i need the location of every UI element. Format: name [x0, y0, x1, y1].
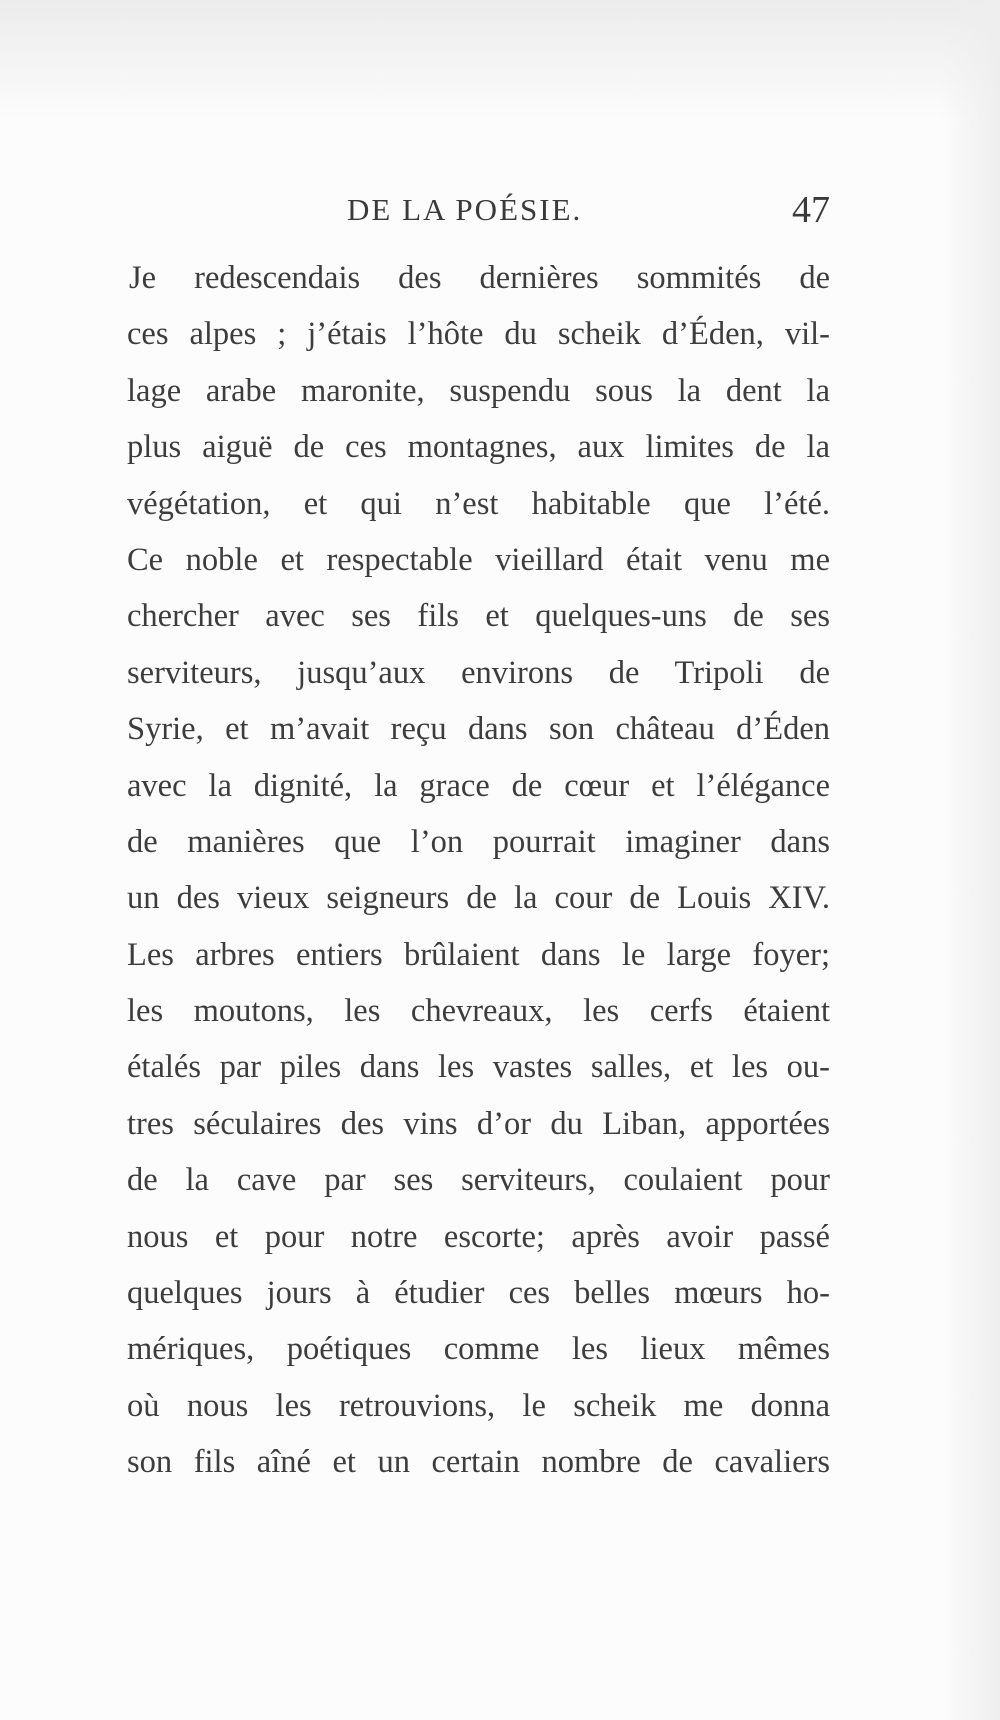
running-title: DE LA POÉSIE. — [347, 192, 583, 227]
text-line: végétation, et qui n’est habitable que l’été. — [127, 485, 830, 522]
text-line: tres séculaires des vins d’or du Liban, apportées — [127, 1105, 830, 1142]
text-line: ces alpes ; j’étais l’hôte du scheik d’Éden, vil- — [127, 316, 830, 353]
text-line: Ce noble et respectable vieillard était venu me — [127, 541, 830, 578]
body-text — [127, 250, 830, 1491]
page-edge-shading-top — [0, 0, 1000, 120]
text-line: de la cave par ses serviteurs, coulaient pour — [127, 1162, 830, 1199]
text-line: quelques jours à étudier ces belles mœurs ho- — [127, 1275, 830, 1312]
text-line: plus aiguë de ces montagnes, aux limites de la — [127, 429, 830, 466]
text-line: son fils aîné et un certain nombre de cavaliers — [127, 1444, 830, 1481]
page-edge-shading-right — [940, 0, 1000, 1720]
text-line: serviteurs, jusqu’aux environs de Tripoli de — [127, 654, 830, 691]
text-line: les moutons, les chevreaux, les cerfs étaient — [127, 993, 830, 1030]
text-line: avec la dignité, la grace de cœur et l’élégance — [127, 767, 830, 804]
text-line: Syrie, et m’avait reçu dans son château d’Éden — [127, 711, 830, 748]
text-line: nous et pour notre escorte; après avoir passé — [127, 1218, 830, 1255]
text-line: lage arabe maronite, suspendu sous la dent la — [127, 372, 830, 409]
text-line: étalés par piles dans les vastes salles, et les ou- — [127, 1049, 830, 1086]
text-line: un des vieux seigneurs de la cour de Louis XIV. — [127, 880, 830, 917]
text-line: mériques, poétiques comme les lieux mêmes — [127, 1331, 830, 1368]
text-line: Les arbres entiers brûlaient dans le large foyer; — [127, 936, 830, 973]
text-line: Je redescendais des dernières sommités de — [129, 260, 830, 296]
text-line: de manières que l’on pourrait imaginer dans — [127, 823, 830, 860]
page-number: 47 — [792, 189, 830, 231]
text-line: chercher avec ses fils et quelques-uns de ses — [127, 598, 830, 635]
text-line: où nous les retrouvions, le scheik me donna — [127, 1387, 830, 1424]
running-head — [127, 188, 830, 238]
